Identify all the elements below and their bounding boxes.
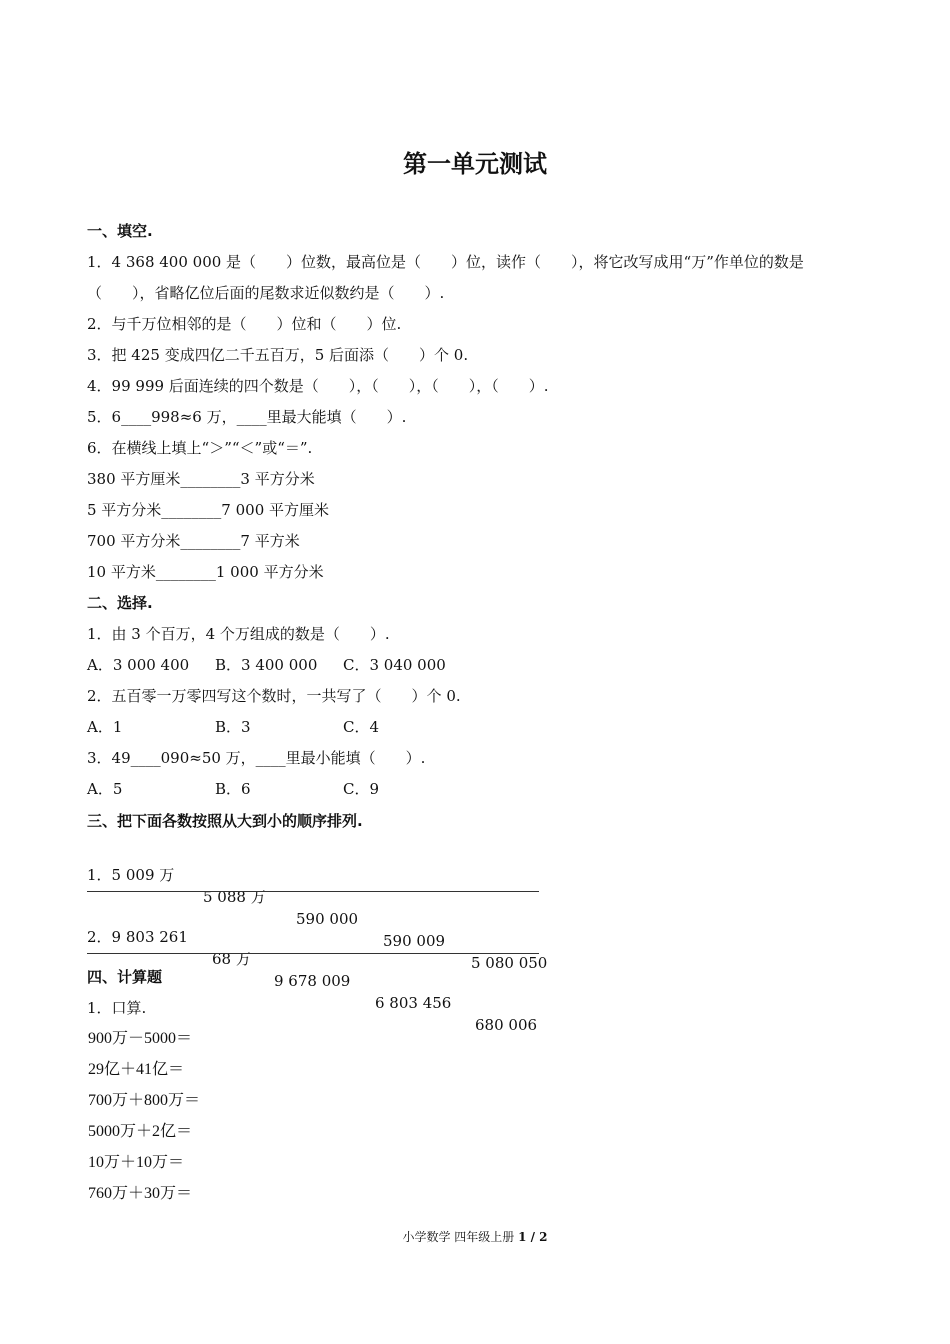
page-footer — [0, 1227, 950, 1247]
answer-line — [87, 953, 539, 954]
page-number: 1 / 2 — [518, 1230, 548, 1244]
calc-item: 700万＋800万＝ — [88, 1092, 201, 1109]
question-1-1-line-1: 1．4 368 400 000 是（ ）位数，最高位是（ ）位，读作（ ），将它改写成用“万”作单位的数是 — [87, 253, 804, 271]
option-c: C．9 — [343, 780, 380, 798]
question-2-1-options — [87, 654, 446, 676]
calc-item: 5000万＋2亿＝ — [88, 1123, 193, 1140]
number-item: 5 080 050 — [471, 954, 548, 972]
question-2-2-options — [87, 716, 379, 738]
question-2-3: 3．49____090≈50 万，____里最小能填（ ）. — [87, 749, 426, 767]
calc-item: 29亿＋41亿＝ — [88, 1061, 185, 1078]
number-item: 9 678 009 — [274, 972, 351, 990]
section-heading-calculation: 四、计算题 — [87, 968, 163, 986]
sub-heading-mental-math: 1．口算. — [87, 999, 147, 1017]
number-item: 590 009 — [383, 932, 446, 950]
question-1-3: 3．把 425 变成四亿二千五百万，5 后面添（ ）个 0. — [87, 346, 469, 364]
option-c: C．3 040 000 — [343, 656, 446, 674]
option-a: A．3 000 400 — [87, 656, 190, 674]
number-item: 5 088 万 — [203, 888, 266, 906]
number-item: 2．9 803 261 — [87, 928, 188, 946]
section-heading-choice: 二、选择. — [87, 594, 153, 612]
number-item: 590 000 — [296, 910, 359, 928]
question-1-2: 2．与千万位相邻的是（ ）位和（ ）位. — [87, 315, 402, 333]
option-b: B．3 400 000 — [215, 656, 318, 674]
option-a: A．1 — [87, 718, 123, 736]
number-item: 6 803 456 — [375, 994, 452, 1012]
section-heading-fill-blank: 一、填空. — [87, 222, 153, 240]
question-1-4: 4．99 999 后面连续的四个数是（ ），（ ），（ ），（ ）. — [87, 377, 549, 395]
question-2-2: 2．五百零一万零四写这个数时，一共写了（ ）个 0. — [87, 687, 461, 705]
option-a: A．5 — [87, 780, 123, 798]
question-2-1: 1．由 3 个百万，4 个万组成的数是（ ）. — [87, 625, 390, 643]
page-title: 第一单元测试 — [403, 150, 547, 178]
compare-item: 700 平方分米________7 平方米 — [87, 532, 300, 550]
question-2-3-options — [87, 778, 379, 800]
calc-item: 900万－5000＝ — [88, 1030, 193, 1047]
option-b: B．6 — [215, 780, 251, 798]
option-b: B．3 — [215, 718, 251, 736]
question-1-6: 6．在横线上填上“＞”“＜”或“＝”. — [87, 439, 313, 457]
question-1-1-line-2: （ ），省略亿位后面的尾数求近似数约是（ ）. — [87, 284, 445, 302]
calc-item: 760万＋30万＝ — [88, 1185, 193, 1202]
number-item: 680 006 — [475, 1016, 538, 1034]
answer-line — [87, 891, 539, 892]
option-c: C．4 — [343, 718, 380, 736]
number-item: 68 万 — [212, 950, 251, 968]
compare-item: 5 平方分米________7 000 平方厘米 — [87, 501, 330, 519]
number-item: 1．5 009 万 — [87, 866, 175, 884]
calc-item: 10万＋10万＝ — [88, 1154, 185, 1171]
compare-item: 380 平方厘米________3 平方分米 — [87, 470, 315, 488]
question-1-5: 5．6____998≈6 万，____里最大能填（ ）. — [87, 408, 407, 426]
footer-text: 小学数学 四年级上册 — [402, 1230, 519, 1244]
section-heading-ordering: 三、把下面各数按照从大到小的顺序排列. — [87, 812, 363, 830]
compare-item: 10 平方米________1 000 平方分米 — [87, 563, 324, 581]
